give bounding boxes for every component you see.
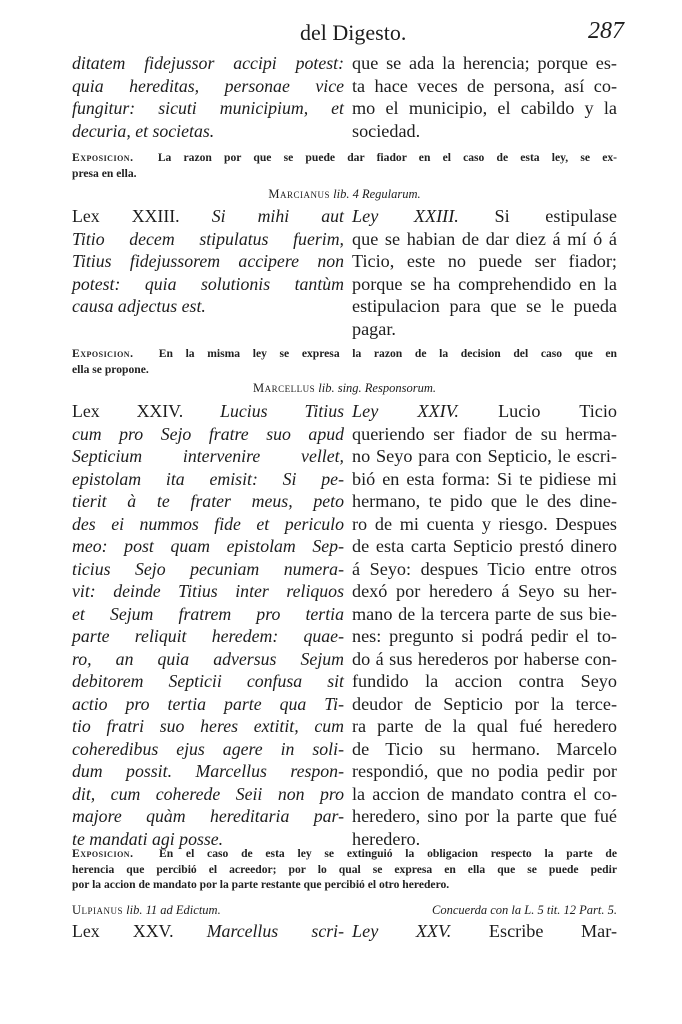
latin-line: Lucius Titius xyxy=(220,401,344,421)
latin-column xyxy=(72,400,344,850)
source-author: Ulpianus xyxy=(72,903,124,917)
spanish-line: heredero. xyxy=(352,828,421,849)
spanish-line: nes: pregunto si podrá pedir el to- xyxy=(352,626,617,646)
source-citation-4 xyxy=(72,902,617,918)
exposicion-note-3 xyxy=(72,846,617,893)
ley-number: Ley XXV. xyxy=(352,921,452,941)
note-label: Exposicion. xyxy=(72,347,134,360)
running-title: del Digesto. xyxy=(300,20,407,45)
latin-line: fungitur: sicuti municipium, et xyxy=(72,98,344,118)
exposicion-note-2 xyxy=(72,346,617,377)
source-work: lib. sing. Responsorum. xyxy=(318,381,436,395)
page-number: 287 xyxy=(588,18,624,44)
spanish-line: deudor de Septicio por la terce- xyxy=(352,693,617,714)
latin-line: Septicium intervenire vellet, xyxy=(72,446,344,466)
spanish-line: Escribe Mar- xyxy=(488,921,618,941)
latin-line: Titius fidejussorem accipere non xyxy=(72,251,344,271)
latin-line: causa adjectus est. xyxy=(72,296,206,316)
latin-line: Marcellus scri- xyxy=(206,921,344,941)
spanish-line: do á sus herederos por haberse con- xyxy=(352,648,617,669)
spanish-line: estipulacion para que se le pueda xyxy=(352,296,617,316)
latin-column xyxy=(72,205,344,340)
spanish-line: ta hace veces de persona, así co- xyxy=(352,75,617,96)
spanish-line: mano de la tercera parte de sus bie- xyxy=(352,603,617,624)
source-citation-2 xyxy=(72,186,617,202)
latin-line: meo: post quam epistolam Sep- xyxy=(72,536,344,556)
ley-number: Ley XXIII. xyxy=(352,206,459,226)
latin-column xyxy=(72,52,344,142)
ley-number: Ley XXIV. xyxy=(352,401,459,421)
spanish-line: no Seyo para con Septicio, le escri- xyxy=(352,446,617,466)
note-text: ella se propone. xyxy=(72,362,149,376)
spanish-line: heredero, sino por la parte que fué xyxy=(352,806,617,826)
spanish-line: á Seyo: despues Ticio entre otros xyxy=(352,558,617,579)
latin-line: Si mihi aut xyxy=(211,206,344,226)
section-4 xyxy=(72,920,617,943)
source-work: lib. 4 Regularum. xyxy=(333,187,421,201)
spanish-column xyxy=(352,400,617,850)
spanish-line: de esta carta Septicio prestó dinero xyxy=(352,536,617,556)
latin-line: cum pro Sejo fratre suo apud xyxy=(72,423,344,444)
latin-line: Titio decem stipulatus fuerim, xyxy=(72,228,344,249)
note-text: presa en ella. xyxy=(72,166,137,180)
lex-number: Lex XXV. xyxy=(72,921,174,941)
latin-line: actio pro tertia parte qua Ti- xyxy=(72,693,344,714)
spanish-line: sociedad. xyxy=(352,120,421,141)
latin-line: vit: deinde Titius inter reliquos xyxy=(72,581,344,601)
latin-line: tio fratri suo heres extitit, cum xyxy=(72,716,344,736)
note-text: En la misma ley se expresa la razon de la decision del caso que en xyxy=(158,347,617,360)
latin-line: des ei nummos fide et periculo xyxy=(72,513,344,534)
spanish-line: Si estipulase xyxy=(494,206,618,226)
source-author: Marcellus xyxy=(253,381,316,395)
latin-line: debitorem Septicii confusa sit xyxy=(72,671,344,691)
section-3 xyxy=(72,400,617,850)
latin-column xyxy=(72,920,344,943)
spanish-line: pagar. xyxy=(352,318,396,339)
latin-line: dit, cum coherede Seii non pro xyxy=(72,783,344,804)
spanish-line: que se ada la herencia; porque es- xyxy=(352,53,617,73)
lex-number: Lex XXIII. xyxy=(72,206,180,226)
source-citation-3 xyxy=(72,380,617,396)
spanish-line: la accion de mandato contra el co- xyxy=(352,783,617,804)
note-label: Exposicion. xyxy=(72,847,134,860)
spanish-line: respondió, que no podia pedir por xyxy=(352,761,617,781)
spanish-line: bió en esta forma: Si te pidiese mi xyxy=(352,468,617,489)
spanish-column xyxy=(352,205,617,340)
latin-line: parte reliquit heredem: quae- xyxy=(72,626,344,646)
latin-line: te mandati agi posse. xyxy=(72,828,224,849)
latin-line: potest: quia solutionis tantùm xyxy=(72,273,344,294)
spanish-column xyxy=(352,52,617,142)
latin-line: coheredibus ejus agere in soli- xyxy=(72,738,344,759)
page-header xyxy=(0,16,682,50)
latin-line: epistolam ita emisit: Si pe- xyxy=(72,468,344,489)
latin-line: tierit à te frater meus, peto xyxy=(72,491,344,511)
spanish-line: de Ticio su hermano. Marcelo xyxy=(352,738,617,759)
note-text: por la accion de mandato por la parte restante que percibió el otro heredero. xyxy=(72,878,450,891)
spanish-line: queriendo ser fiador de su herma- xyxy=(352,423,617,444)
spanish-line: porque se ha comprehendido en la xyxy=(352,273,617,294)
latin-line: dum possit. Marcellus respon- xyxy=(72,761,344,781)
note-label: Exposicion. xyxy=(72,151,134,164)
spanish-line: que se habian de dar diez á mí ó á xyxy=(352,228,617,249)
spanish-line: dexó por heredero á Seyo su her- xyxy=(352,581,617,601)
latin-line: decuria, et societas. xyxy=(72,120,215,141)
latin-line: et Sejum fratrem pro tertia xyxy=(72,603,344,624)
spanish-line: mo el municipio, el cabildo y la xyxy=(352,98,617,118)
latin-line: ro, an quia adversus Sejum xyxy=(72,648,344,669)
section-1 xyxy=(72,52,617,142)
concordance-note: Concuerda con la L. 5 tit. 12 Part. 5. xyxy=(432,903,617,917)
latin-line: ditatem fidejussor accipi potest: xyxy=(72,53,344,73)
spanish-line: ra parte de la qual fué heredero xyxy=(352,716,617,736)
section-2 xyxy=(72,205,617,340)
latin-line: quia hereditas, personae vice xyxy=(72,75,344,96)
note-text: En el caso de esta ley se extinguió la obligacion respecto la parte de xyxy=(159,847,618,860)
exposicion-note-1 xyxy=(72,150,617,181)
spanish-line: ro de mi cuenta y riesgo. Despues xyxy=(352,513,617,534)
source-work: lib. 11 ad Edictum. xyxy=(126,903,221,917)
spanish-line: fundido la accion contra Seyo xyxy=(352,671,617,691)
note-text: herencia que percibió el acreedor; por lo qual se expresa en ella que se puede pedir xyxy=(72,862,617,876)
lex-number: Lex XXIV. xyxy=(72,401,184,421)
spanish-line: hermano, te pido que le des dine- xyxy=(352,491,617,511)
latin-line: ticius Sejo pecuniam numera- xyxy=(72,558,344,579)
spanish-line: Lucio Ticio xyxy=(498,401,617,421)
spanish-column xyxy=(352,920,617,943)
note-text: La razon por que se puede dar fiador en el caso de esta ley, se ex- xyxy=(157,151,617,164)
source-author: Marcianus xyxy=(268,187,330,201)
spanish-line: Ticio, este no puede ser fiador; xyxy=(352,251,617,271)
latin-line: majore quàm hereditaria par- xyxy=(72,806,344,826)
